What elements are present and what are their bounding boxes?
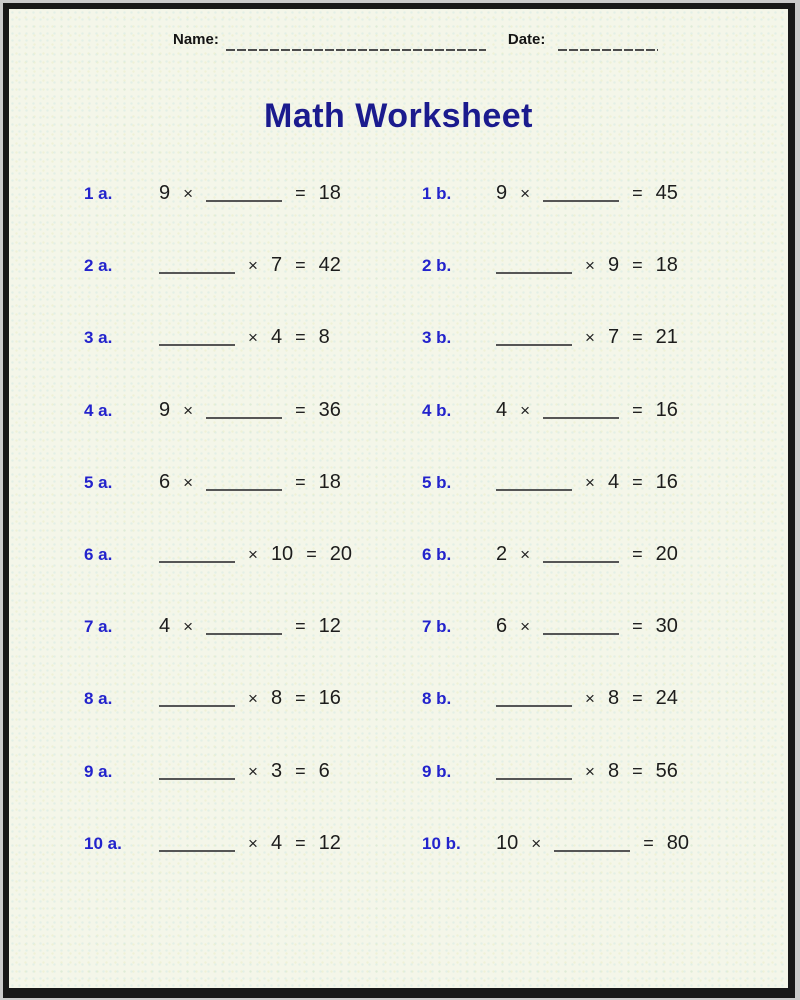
number: 4 [270, 326, 283, 349]
equals-sign: = [632, 760, 643, 781]
number: 12 [318, 831, 341, 854]
number: 6 [318, 759, 330, 782]
number: 6 [159, 470, 171, 493]
multiply-sign: × [585, 689, 595, 709]
multiply-sign: × [520, 544, 531, 564]
problem-row [9, 466, 788, 538]
multiply-sign: × [183, 472, 194, 492]
number: 16 [655, 470, 678, 493]
equals-sign: = [632, 543, 643, 564]
number: 7 [270, 254, 283, 277]
problem-label: 4 a. [84, 400, 113, 420]
answer-blank [543, 397, 619, 419]
page-title: Math Worksheet [264, 97, 533, 135]
answer-blank [159, 830, 235, 852]
answer-blank [206, 397, 282, 419]
equation [496, 538, 788, 566]
name-date-row [173, 31, 658, 49]
equals-sign: = [295, 471, 306, 492]
multiply-sign: × [585, 472, 595, 492]
number: 9 [159, 398, 171, 421]
problem-label: 8 a. [84, 689, 113, 709]
name-label: Name: [173, 31, 219, 48]
number: 4 [270, 831, 283, 854]
problem-label: 5 a. [84, 472, 113, 492]
equals-sign: = [632, 616, 643, 637]
number: 24 [655, 687, 678, 710]
problem-row [9, 827, 788, 899]
number: 9 [607, 254, 620, 277]
problem-row [9, 249, 788, 321]
equals-sign: = [295, 616, 306, 637]
number: 18 [318, 470, 341, 493]
number: 8 [270, 687, 283, 710]
number: 9 [496, 182, 508, 204]
equation [496, 177, 788, 205]
equation [159, 466, 422, 494]
answer-blank [543, 541, 619, 563]
answer-blank [159, 252, 235, 274]
number: 2 [496, 542, 508, 565]
multiply-sign: × [585, 761, 595, 781]
problem-label: 7 b. [422, 617, 452, 637]
number: 45 [655, 182, 678, 204]
multiply-sign: × [248, 833, 258, 853]
problem-label: 2 a. [84, 256, 113, 276]
problem-label: 5 b. [422, 472, 452, 492]
equation [159, 394, 422, 422]
multiply-sign: × [248, 761, 258, 781]
equals-sign: = [295, 688, 306, 709]
problem-label: 3 a. [84, 328, 113, 348]
number: 30 [655, 615, 678, 638]
answer-blank [159, 541, 235, 563]
number: 8 [318, 326, 330, 349]
equals-sign: = [632, 327, 643, 348]
number: 20 [655, 542, 678, 565]
answer-blank [554, 830, 630, 852]
number: 8 [607, 687, 620, 710]
equals-sign: = [295, 399, 306, 420]
number: 10 [496, 831, 519, 854]
answer-blank [206, 469, 282, 491]
equation [496, 466, 788, 494]
date-fill-in-line [558, 37, 658, 51]
answer-blank [159, 758, 235, 780]
answer-blank [496, 758, 572, 780]
multiply-sign: × [248, 689, 258, 709]
number: 12 [318, 615, 341, 638]
number: 16 [318, 687, 341, 710]
problem-row [9, 538, 788, 610]
multiply-sign: × [248, 328, 258, 348]
problem-row [9, 682, 788, 754]
number: 7 [607, 326, 620, 349]
problems-grid [9, 177, 788, 899]
multiply-sign: × [248, 256, 258, 276]
answer-blank [496, 685, 572, 707]
problem-label: 6 a. [84, 544, 113, 564]
problem-label: 6 b. [422, 544, 452, 564]
answer-blank [206, 180, 282, 202]
equals-sign: = [306, 543, 317, 564]
equation [159, 682, 422, 710]
answer-blank [496, 252, 572, 274]
problem-label: 7 a. [84, 617, 113, 637]
number: 8 [607, 759, 620, 782]
problem-label: 2 b. [422, 256, 452, 276]
problem-row [9, 394, 788, 466]
answer-blank [543, 180, 619, 202]
answer-blank [159, 324, 235, 346]
answer-blank [496, 324, 572, 346]
number: 4 [159, 615, 171, 638]
equation [159, 177, 422, 205]
number: 21 [655, 326, 678, 349]
equals-sign: = [295, 832, 306, 853]
multiply-sign: × [520, 184, 531, 203]
equation [159, 538, 422, 566]
number: 80 [666, 831, 689, 854]
equation [496, 321, 788, 349]
problem-label: 1 b. [422, 184, 452, 203]
equation [496, 682, 788, 710]
problem-label: 10 b. [422, 833, 461, 853]
number: 18 [318, 182, 341, 204]
multiply-sign: × [585, 328, 595, 348]
equation [496, 249, 788, 277]
number: 42 [318, 254, 341, 277]
problem-label: 8 b. [422, 689, 452, 709]
problem-label: 10 a. [84, 833, 122, 853]
problem-label: 9 b. [422, 761, 452, 781]
equation [496, 755, 788, 783]
equation [159, 755, 422, 783]
multiply-sign: × [248, 544, 258, 564]
equals-sign: = [632, 399, 643, 420]
multiply-sign: × [183, 184, 194, 203]
equation [496, 610, 788, 638]
number: 9 [159, 182, 171, 204]
equation [159, 827, 422, 855]
problem-row [9, 610, 788, 682]
equals-sign: = [295, 327, 306, 348]
multiply-sign: × [585, 256, 595, 276]
problem-label: 1 a. [84, 184, 113, 203]
equation [159, 249, 422, 277]
problem-label: 9 a. [84, 761, 113, 781]
equals-sign: = [295, 183, 306, 203]
equals-sign: = [643, 832, 654, 853]
equals-sign: = [632, 688, 643, 709]
number: 4 [607, 470, 620, 493]
number: 16 [655, 398, 678, 421]
number: 36 [318, 398, 341, 421]
equation [496, 827, 788, 855]
answer-blank [206, 613, 282, 635]
equation [159, 610, 422, 638]
problem-row [9, 755, 788, 827]
problem-label: 4 b. [422, 400, 452, 420]
multiply-sign: × [183, 400, 194, 420]
problem-row [9, 177, 788, 249]
number: 10 [270, 542, 294, 565]
multiply-sign: × [520, 617, 531, 637]
equation [496, 394, 788, 422]
number: 3 [270, 759, 283, 782]
equals-sign: = [295, 255, 306, 276]
date-label: Date: [507, 31, 546, 48]
number: 56 [655, 759, 678, 782]
name-fill-in-line [226, 37, 486, 51]
number: 4 [496, 398, 508, 421]
problem-label: 3 b. [422, 328, 452, 348]
equals-sign: = [295, 760, 306, 781]
multiply-sign: × [531, 833, 542, 853]
answer-blank [543, 613, 619, 635]
number: 6 [496, 615, 508, 638]
answer-blank [496, 469, 572, 491]
multiply-sign: × [520, 400, 531, 420]
number: 20 [329, 542, 352, 565]
worksheet-page [3, 3, 795, 998]
answer-blank [159, 685, 235, 707]
equals-sign: = [632, 183, 643, 203]
multiply-sign: × [183, 617, 194, 637]
number: 18 [655, 254, 678, 277]
equals-sign: = [632, 471, 643, 492]
equals-sign: = [632, 255, 643, 276]
equation [159, 321, 422, 349]
problem-row [9, 321, 788, 393]
